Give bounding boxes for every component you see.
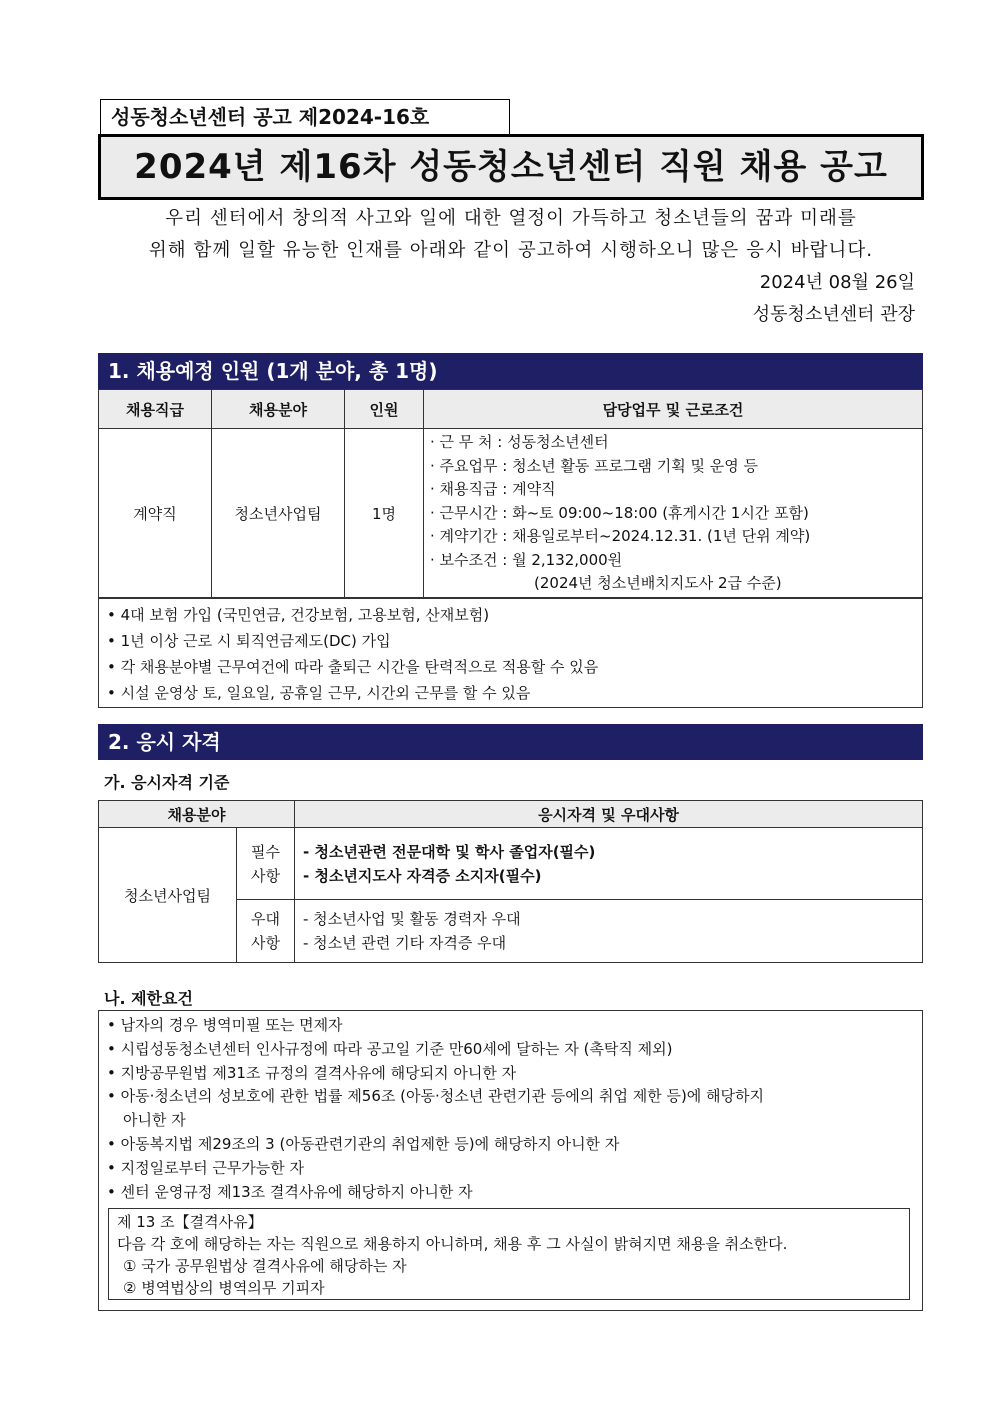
col-field: 채용분야 (212, 390, 345, 429)
list-item: • 남자의 경우 병역미필 또는 면제자 (107, 1016, 343, 1034)
list-item: - 청소년 관련 기타 자격증 우대 (303, 934, 507, 952)
subheading-criteria: 가. 응시자격 기준 (104, 773, 230, 792)
preferred-label-1: 우대 (251, 910, 280, 928)
col-grade: 채용직급 (99, 390, 212, 429)
recruitment-table (98, 389, 923, 599)
duty-line: · 근 무 처 : 성동청소년센터 (430, 433, 609, 451)
list-item: - 청소년지도사 자격증 소지자(필수) (303, 866, 542, 885)
cell-duties (424, 429, 923, 599)
list-item: • 지정일로부터 근무가능한 자 (107, 1158, 305, 1177)
notice-number: 성동청소년센터 공고 제2024-16호 (100, 99, 510, 134)
article-body: 다음 각 호에 해당하는 자는 직원으로 채용하지 아니하며, 채용 후 그 사실이 밝혀지면 채용을 취소한다. (117, 1235, 788, 1253)
list-item: • 시립성동청소년센터 인사규정에 따라 공고일 기준 만60세에 달하는 자 (촉탁직 제외) (107, 1039, 673, 1058)
list-item: • 시설 운영상 토, 일요일, 공휴일 근무, 시간외 근무를 할 수 있음 (107, 684, 531, 702)
list-item: • 각 채용분야별 근무여건에 따라 출퇴근 시간을 탄력적으로 적용할 수 있음 (107, 658, 599, 676)
qualification-table (98, 800, 923, 963)
intro-text (100, 203, 922, 267)
article-item: ① 국가 공무원법상 결격사유에 해당하는 자 (123, 1257, 407, 1275)
col-qualifications: 응시자격 및 우대사항 (295, 801, 923, 828)
list-item: • 지방공무원법 제31조 규정의 결격사유에 해당되지 아니한 자 (107, 1063, 517, 1082)
intro-line-2: 위해 함께 일할 유능한 인재를 아래와 같이 공고하여 시행하오니 많은 응시 바랍니다. (148, 240, 874, 261)
duty-line: · 근무시간 : 화~토 09:00~18:00 (휴게시간 1시간 포함) (430, 503, 809, 522)
list-item: • 1년 이상 근로 시 퇴직연금제도(DC) 가입 (107, 632, 391, 650)
table-row (99, 828, 923, 900)
required-items (295, 828, 923, 900)
required-label (237, 828, 295, 900)
benefits-list (98, 597, 923, 708)
article-13-box (108, 1208, 910, 1300)
list-item: • 아동복지법 제29조의 3 (아동관련기관의 취업제한 등)에 해당하지 아니한 자 (107, 1134, 620, 1153)
intro-line-1: 우리 센터에서 창의적 사고와 일에 대한 열정이 가득하고 청소년들의 꿈과 미래를 (165, 208, 857, 229)
col-field: 채용분야 (99, 801, 295, 828)
issuer: 성동청소년센터 관장 (752, 304, 915, 325)
duty-line: · 주요업무 : 청소년 활동 프로그램 기획 및 운영 등 (430, 456, 759, 475)
duty-line: · 채용직급 : 계약직 (430, 480, 556, 498)
page-title: 2024년 제16차 성동청소년센터 직원 채용 공고 (98, 134, 924, 200)
required-label-1: 필수 (251, 842, 280, 861)
subheading-restrictions: 나. 제한요건 (104, 989, 193, 1008)
col-duties: 담당업무 및 근로조건 (424, 390, 923, 429)
cell-field: 청소년사업팀 (212, 429, 345, 599)
cell-grade: 계약직 (99, 429, 212, 599)
list-item: - 청소년관련 전문대학 및 학사 졸업자(필수) (303, 842, 596, 861)
cell-field: 청소년사업팀 (99, 828, 237, 963)
table-row (99, 429, 923, 599)
cell-count: 1명 (345, 429, 424, 599)
duty-line: · 보수조건 : 월 2,132,000원 (430, 550, 623, 569)
notice-date: 2024년 08월 26일 (759, 272, 915, 293)
recruitment-table-header (99, 390, 923, 429)
required-label-2: 사항 (251, 866, 280, 885)
list-item: • 아동‧청소년의 성보호에 관한 법률 제56조 (아동·청소년 관련기관 등에의 취업 제한 등)에 해당하지 (107, 1087, 765, 1106)
preferred-items (295, 900, 923, 963)
article-title: 제 13 조【결격사유】 (117, 1213, 263, 1231)
preferred-label (237, 900, 295, 963)
duty-line: · 계약기간 : 채용일로부터~2024.12.31. (1년 단위 계약) (430, 527, 811, 545)
list-item: - 청소년사업 및 활동 경력자 우대 (303, 910, 521, 928)
section2-heading: 2. 응시 자격 (98, 724, 923, 760)
preferred-label-2: 사항 (251, 934, 280, 952)
section1-heading: 1. 채용예정 인원 (1개 분야, 총 1명) (98, 353, 923, 389)
duty-line: (2024년 청소년배치지도사 2급 수준) (534, 574, 782, 592)
qualification-table-header (99, 801, 923, 828)
article-item: ② 병역법상의 병역의무 기피자 (123, 1279, 325, 1297)
col-count: 인원 (345, 390, 424, 429)
list-item: 아니한 자 (123, 1111, 186, 1130)
list-item: • 4대 보험 가입 (국민연금, 건강보험, 고용보험, 산재보험) (107, 606, 490, 624)
list-item: • 센터 운영규정 제13조 결격사유에 해당하지 아니한 자 (107, 1182, 473, 1201)
